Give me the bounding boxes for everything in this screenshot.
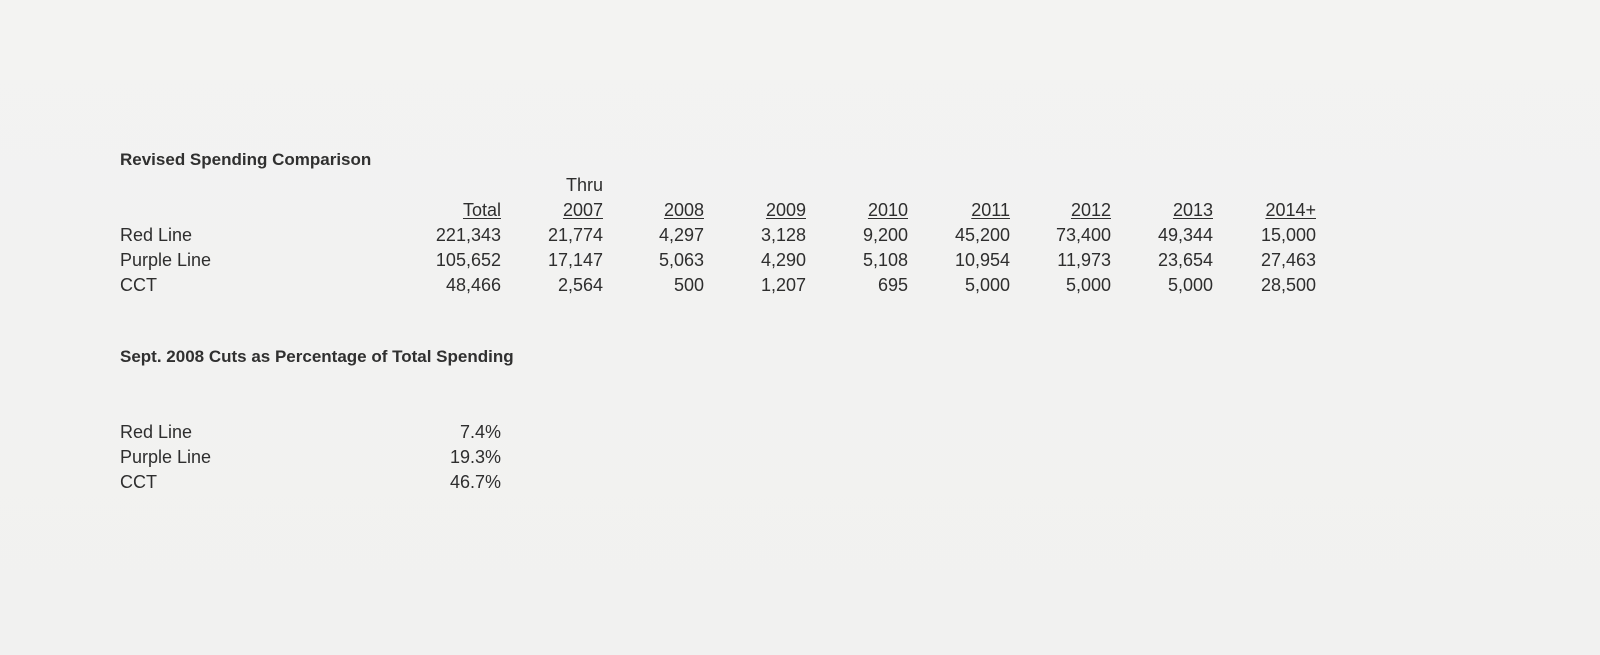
table-cell: 15,000 <box>1260 225 1316 245</box>
table-cell: 49,344 <box>1157 225 1213 245</box>
spending-comparison-title: Revised Spending Comparison <box>120 150 372 169</box>
table-cell: 23,654 <box>1157 250 1213 270</box>
percentage-value: 7.4% <box>459 422 501 442</box>
column-header-prefix: Thru <box>565 175 603 195</box>
table-cell: 5,108 <box>862 250 908 270</box>
table-cell: 9,200 <box>862 225 908 245</box>
column-header: Total <box>462 200 501 220</box>
table-cell: 21,774 <box>547 225 603 245</box>
table-cell: 221,343 <box>435 225 501 245</box>
column-header: 2013 <box>1172 200 1213 220</box>
row-label: Purple Line <box>120 447 212 467</box>
table-cell: 73,400 <box>1055 225 1111 245</box>
column-header: 2014+ <box>1265 200 1316 220</box>
table-cell: 28,500 <box>1260 275 1316 295</box>
table-cell: 3,128 <box>760 225 806 245</box>
percentage-value: 46.7% <box>449 472 501 492</box>
table-cell: 5,063 <box>658 250 704 270</box>
table-cell: 10,954 <box>954 250 1010 270</box>
column-header: 2011 <box>971 200 1010 220</box>
row-label: CCT <box>120 275 157 295</box>
table-cell: 5,000 <box>964 275 1010 295</box>
percentage-value: 19.3% <box>449 447 501 467</box>
table-cell: 4,290 <box>760 250 806 270</box>
column-header: 2010 <box>867 200 908 220</box>
row-label: Purple Line <box>120 250 212 270</box>
table-cell: 1,207 <box>760 275 806 295</box>
cuts-percentage-title: Sept. 2008 Cuts as Percentage of Total Spending <box>120 347 514 366</box>
table-cell: 27,463 <box>1260 250 1316 270</box>
table-cell: 5,000 <box>1065 275 1111 295</box>
table-cell: 45,200 <box>954 225 1010 245</box>
row-label: Red Line <box>120 225 193 245</box>
table-cell: 17,147 <box>547 250 603 270</box>
column-header: 2007 <box>562 200 603 220</box>
column-header: 2008 <box>663 200 704 220</box>
table-cell: 500 <box>673 275 704 295</box>
row-label: Red Line <box>120 422 193 442</box>
table-cell: 48,466 <box>445 275 501 295</box>
column-header: 2009 <box>765 200 806 220</box>
row-label: CCT <box>120 472 157 492</box>
column-header: 2012 <box>1070 200 1111 220</box>
table-cell: 695 <box>877 275 908 295</box>
table-cell: 5,000 <box>1167 275 1213 295</box>
table-cell: 4,297 <box>658 225 704 245</box>
table-cell: 2,564 <box>557 275 603 295</box>
table-cell: 105,652 <box>435 250 501 270</box>
table-cell: 11,973 <box>1057 250 1111 270</box>
